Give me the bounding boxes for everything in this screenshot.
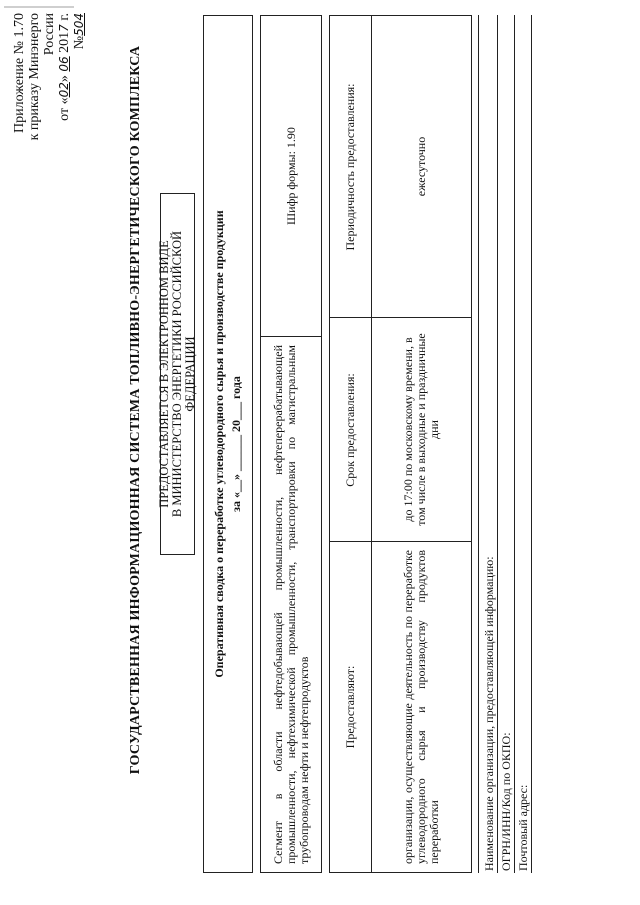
report-title: Оперативная сводка о переработке углеводородного сырья и производстве продукции — [212, 210, 226, 678]
cell-deadline: до 17:00 по московскому времени, в том числе в выходные и праздничные дни — [401, 333, 441, 526]
order-month: 06 — [57, 56, 71, 72]
segment-text: Сегмент в области нефтедобывающей промышленности, нефтеперерабатывающей промышленности, нефтехимической промышленности, транспортировки по магистральным трубопроводам нефти и нефтепродуктов — [270, 345, 311, 864]
footer-rule-top — [478, 15, 479, 873]
cell-frequency: ежесуточно — [414, 136, 428, 197]
scan-artifact — [4, 6, 74, 8]
footer-rule-3 — [514, 15, 515, 873]
order-day: 02 — [57, 82, 71, 98]
form-code: Шифр формы: 1.90 — [283, 127, 298, 225]
footer-address: Почтовый адрес: — [516, 784, 530, 871]
order-year-digit: 7 — [57, 24, 71, 32]
appendix-block — [12, 13, 87, 145]
cell-submitters: организации, осуществляющие деятельность по переработке углеводородного сырья и производству продуктов переработки — [401, 550, 441, 864]
segment-row — [260, 15, 322, 873]
appendix-order-ref: к приказу Минэнерго России — [27, 13, 57, 141]
submission-table — [329, 15, 472, 873]
footer-ogrn: ОГРН/ИНН/Код по ОКПО: — [499, 732, 513, 871]
order-number: 504 — [72, 13, 86, 36]
submission-box — [157, 193, 197, 555]
header-deadline: Срок предоставления: — [343, 373, 357, 487]
footer-org-name: Наименование организации, предоставляющей информацию: — [482, 556, 496, 871]
report-period: за «__» ______ 20___ года — [229, 376, 243, 512]
footer-rule-2 — [497, 15, 498, 873]
segment-divider — [261, 336, 321, 337]
footer-rule-bottom — [531, 15, 532, 873]
page-title: ГОСУДАРСТВЕННАЯ ИНФОРМАЦИОННАЯ СИСТЕМА ТОПЛИВНО-ЭНЕРГЕТИЧЕСКОГО КОМПЛЕКСА — [128, 45, 143, 775]
appendix-number: Приложение № 1.70 — [12, 13, 27, 133]
header-frequency: Периодичность предоставления: — [343, 83, 357, 251]
header-submitters: Предоставляют: — [343, 665, 357, 749]
appendix-order-date: от «02» 06 2017 г. №504 — [57, 13, 87, 121]
submission-line-2: В МИНИСТЕРСТВО ЭНЕРГЕТИКИ РОССИЙСКОЙ ФЕДЕРАЦИИ — [170, 230, 197, 518]
submission-line-1: ПРЕДОСТАВЛЯЕТСЯ В ЭЛЕКТРОННОМ ВИДЕ — [157, 240, 171, 508]
report-title-box — [203, 15, 253, 873]
